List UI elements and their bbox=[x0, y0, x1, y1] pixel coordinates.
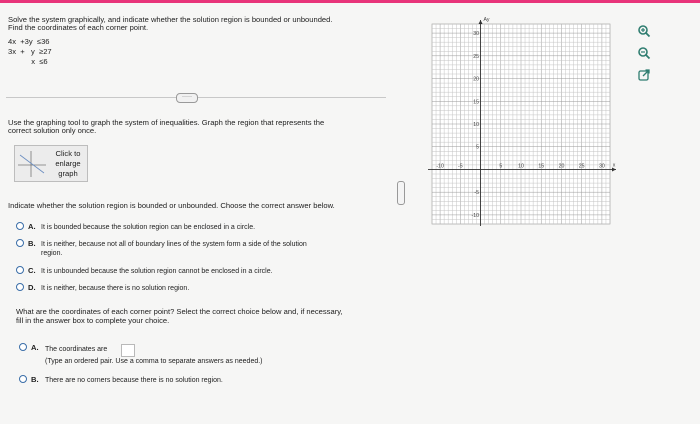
x-tick-label: 30 bbox=[599, 163, 605, 170]
top-accent-bar bbox=[0, 0, 700, 3]
x-tick-label: 25 bbox=[578, 163, 585, 170]
zoom-out-icon[interactable] bbox=[637, 46, 651, 60]
instructions-line-1: Use the graphing tool to graph the system of inequalities. Graph the region that represents the bbox=[8, 118, 325, 127]
q2-option-a-hint: (Type an ordered pair. Use a comma to separate answers as needed.) bbox=[45, 358, 263, 365]
enlarge-graph-button[interactable] bbox=[14, 145, 88, 182]
q2-option-a-radio[interactable] bbox=[19, 343, 27, 351]
inequality-1: 4x +3y ≤36 bbox=[8, 37, 50, 46]
y-axis-label: Ay bbox=[483, 17, 490, 23]
zoom-in-icon[interactable] bbox=[637, 24, 651, 38]
q2-option-a-letter: A. bbox=[31, 343, 39, 352]
q2-prompt-1: What are the coordinates of each corner point? Select the correct choice below and, if necessary, bbox=[16, 307, 343, 316]
x-axis-label: x bbox=[612, 162, 616, 169]
enlarge-label-line-2: enlarge bbox=[55, 159, 81, 168]
graph-canvas[interactable] bbox=[420, 14, 630, 229]
y-tick-label: 10 bbox=[473, 122, 480, 128]
question-line-2: Find the coordinates of each corner point. bbox=[8, 23, 149, 32]
y-tick-label: 30 bbox=[473, 31, 480, 38]
x-tick-label: 15 bbox=[538, 163, 545, 170]
y-tick-label: 5 bbox=[476, 144, 480, 151]
x-tick-label: -10 bbox=[436, 163, 444, 170]
q2-option-b-text[interactable]: There are no corners because there is no solution region. bbox=[45, 377, 223, 384]
y-tick-label: -5 bbox=[474, 190, 480, 197]
x-tick-label: 20 bbox=[558, 163, 565, 170]
q1-option-c-radio[interactable] bbox=[16, 266, 24, 274]
pop-out-icon[interactable] bbox=[637, 68, 651, 82]
question-line-1: Solve the system graphically, and indicate whether the solution region is bounded or unbounded. bbox=[8, 15, 333, 24]
enlarge-label-line-3: graph bbox=[58, 169, 78, 178]
x-tick-label: 5 bbox=[499, 163, 503, 170]
q1-option-d-text[interactable]: It is neither, because there is no solution region. bbox=[41, 285, 190, 292]
y-tick-label: 20 bbox=[473, 76, 480, 83]
expand-more-button[interactable]: ····· bbox=[176, 93, 198, 103]
y-tick-label: 25 bbox=[473, 53, 480, 60]
q1-option-b-text-2[interactable]: region. bbox=[41, 250, 63, 257]
inequality-system bbox=[8, 37, 52, 67]
q1-option-b-letter: B. bbox=[28, 239, 36, 248]
q1-option-b-radio[interactable] bbox=[16, 239, 24, 247]
q1-option-c-text[interactable]: It is unbounded because the solution region cannot be enclosed in a circle. bbox=[41, 268, 273, 275]
panel-resize-handle[interactable] bbox=[397, 181, 405, 205]
enlarge-graph-label bbox=[51, 149, 85, 179]
q1-option-a-letter: A. bbox=[28, 222, 36, 231]
q1-option-a-radio[interactable] bbox=[16, 222, 24, 230]
graph-thumbnail-icon bbox=[18, 151, 46, 177]
inequality-3: x ≤6 bbox=[8, 57, 48, 66]
q1-prompt: Indicate whether the solution region is bounded or unbounded. Choose the correct answer below. bbox=[8, 201, 335, 210]
q1-option-d-radio[interactable] bbox=[16, 283, 24, 291]
x-tick-label: 10 bbox=[518, 163, 524, 170]
q1-option-c-letter: C. bbox=[28, 266, 36, 275]
instructions-line-2: correct solution only once. bbox=[8, 126, 97, 135]
inequality-2: 3x + y ≥27 bbox=[8, 47, 52, 56]
coordinates-answer-input[interactable] bbox=[121, 344, 135, 357]
y-tick-label: 15 bbox=[473, 99, 480, 106]
q1-option-b-text[interactable]: It is neither, because not all of boundary lines of the system form a side of the solution bbox=[41, 241, 307, 248]
q2-option-a-text[interactable]: The coordinates are bbox=[45, 346, 108, 353]
q2-prompt-2: fill in the answer box to complete your choice. bbox=[16, 316, 170, 325]
q1-option-a-text[interactable]: It is bounded because the solution region can be enclosed in a circle. bbox=[41, 224, 256, 231]
x-tick-label: -5 bbox=[458, 163, 463, 170]
y-tick-label: -10 bbox=[471, 212, 480, 219]
q1-option-d-letter: D. bbox=[28, 283, 36, 292]
enlarge-label-line-1: Click to bbox=[55, 149, 81, 158]
q2-option-b-letter: B. bbox=[31, 375, 39, 384]
q2-option-b-radio[interactable] bbox=[19, 375, 27, 383]
graph-grid bbox=[432, 24, 610, 224]
